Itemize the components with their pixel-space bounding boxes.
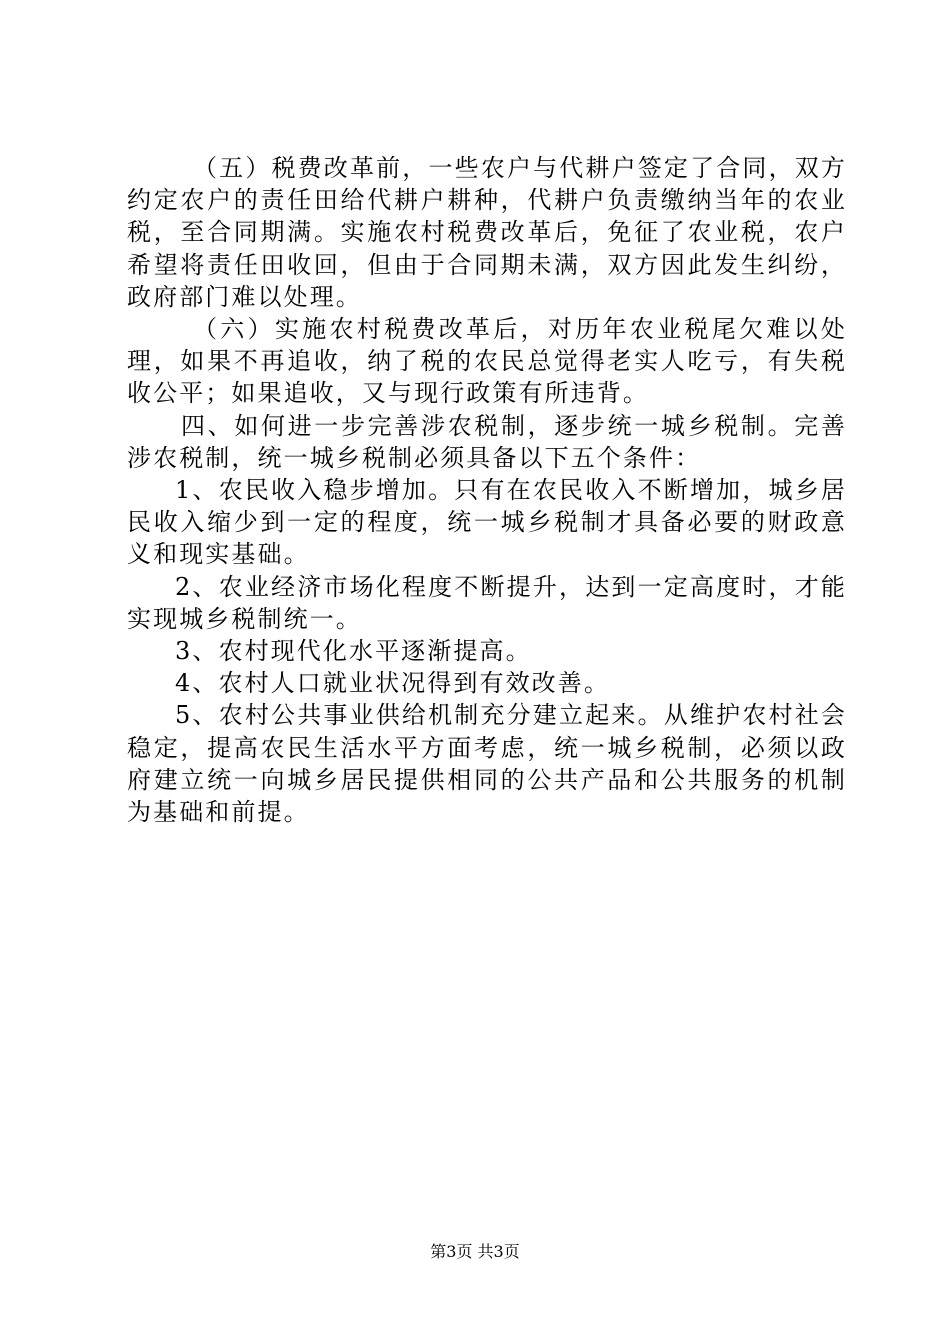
- paragraph-condition-5: 5、农村公共事业供给机制充分建立起来。从维护农村社会稳定，提高农民生活水平方面考虑，统一城乡税制，必须以政府建立统一向城乡居民提供相同的公共产品和公共服务的机制为基础和前提。: [127, 701, 847, 827]
- paragraph-condition-4: 4、农村人口就业状况得到有效改善。: [175, 669, 610, 698]
- paragraph-condition-2: 2、农业经济市场化程度不断提升，达到一定高度时，才能实现城乡税制统一。: [127, 572, 847, 633]
- paragraph-section-four: 四、如何进一步完善涉农税制，逐步统一城乡税制。完善涉农税制，统一城乡税制必须具备以下五个条件：: [127, 411, 847, 472]
- paragraph-six: （六）实施农村税费改革后，对历年农业税尾欠难以处理，如果不再追收，纳了税的农民总觉得老实人吃亏，有失税收公平；如果追收，又与现行政策有所违背。: [127, 315, 847, 408]
- paragraph-five: （五）税费改革前，一些农户与代耕户签定了合同，双方约定农户的责任田给代耕户耕种，代耕户负责缴纳当年的农业税，至合同期满。实施农村税费改革后，免征了农业税，农户希望将责任田收回，但由于合同期未满，双方因此发生纠纷，政府部门难以处理。: [127, 154, 847, 311]
- paragraph-condition-1: 1、农民收入稳步增加。只有在农民收入不断增加，城乡居民收入缩少到一定的程度，统一城乡税制才具备必要的财政意义和现实基础。: [127, 476, 847, 569]
- page-footer: 第3页 共3页: [430, 1242, 520, 1261]
- paragraph-condition-3: 3、农村现代化水平逐渐提高。: [175, 637, 532, 666]
- document-body: [127, 152, 847, 828]
